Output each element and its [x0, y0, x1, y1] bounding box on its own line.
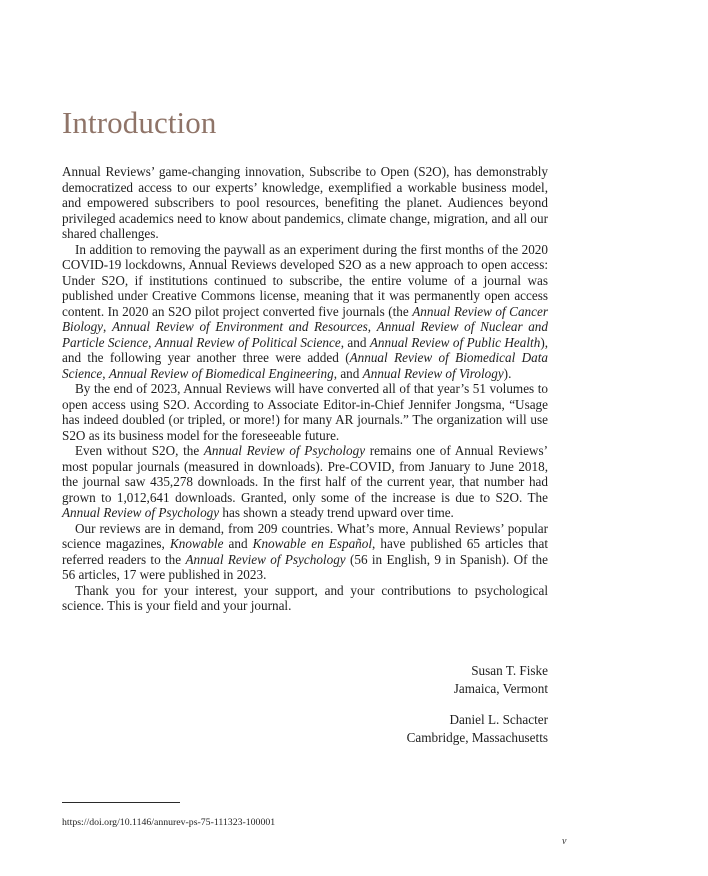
- text-run: Thank you for your interest, your support, and your contributions to psychological science. This is your field and your journal.: [62, 582, 548, 613]
- text-run: In addition to removing the paywall as an experiment during the first months of the 2020 COVID-19 lockdowns, Annual Reviews developed S2O as a new approach to open access: Under S2O, if institutions continued to subscribe, the entire volume of a journal was published under Creative Commons license, meaning that it was permanently open access content. In 2020 an S2O pilot project converted five journals (the: [62, 241, 548, 319]
- paragraph: [62, 521, 548, 583]
- journal-title: Annual Review of Public Health: [369, 334, 541, 350]
- text-run: , and: [333, 365, 363, 381]
- journal-title: Annual Review of Biomedical Engineering: [108, 365, 334, 381]
- footnote-divider: [62, 802, 180, 803]
- body-text: [62, 164, 548, 614]
- paragraph: [62, 583, 548, 614]
- paragraph: [62, 381, 548, 443]
- text-run: Our reviews are in demand, from 209 countries. What’s more, Annual Reviews’ popular science magazines,: [62, 520, 548, 551]
- text-run: Annual Reviews’ game-changing innovation, Subscribe to Open (S2O), has demonstrably democratized access to our experts’ knowledge, exemplified a workable business model, and empowered subscribers to pool resources, benefiting the planet. Audiences beyond privileged academics need to know about pandemics, climate change, migration, and all our shared challenges.: [62, 164, 548, 241]
- signature-block: [300, 711, 548, 747]
- text-run: , have published 65 articles that referred readers to the: [62, 536, 548, 567]
- text-run: ,: [148, 334, 155, 350]
- journal-title: Annual Review of Nuclear and Particle Science: [62, 319, 548, 350]
- text-run: ,: [102, 365, 109, 381]
- journal-title: Annual Review of Political Science: [154, 334, 341, 350]
- text-run: ), and the following year another three were added (: [62, 334, 549, 365]
- journal-title: Knowable: [169, 536, 224, 551]
- text-run: and: [223, 536, 253, 551]
- text-run: has shown a steady trend upward over time.: [219, 505, 454, 520]
- journal-title: Annual Review of Psychology: [203, 443, 366, 458]
- text-run: ).: [503, 365, 512, 381]
- text-run: By the end of 2023, Annual Reviews will have converted all of that year’s 51 volumes to open access using S2O. According to Associate Editor-in-Chief Jennifer Jongsma, “Usage has indeed doubled (or tripled, or more!) for many AR journals.” The organization will use S2O as its business model for the foreseeable future.: [62, 381, 548, 443]
- signature-block: [300, 662, 548, 698]
- page-number: v: [562, 836, 567, 847]
- author-location: Cambridge, Massachusetts: [406, 730, 548, 745]
- paragraph: [62, 242, 548, 382]
- text-run: (56 in English, 9 in Spanish). Of the 56 articles, 17 were published in 2023.: [62, 551, 548, 582]
- text-run: , and: [340, 334, 370, 350]
- author-name: Susan T. Fiske: [471, 663, 548, 678]
- text-run: remains one of Annual Reviews’ most popular journals (measured in downloads). Pre-COVID, from January to June 2018, the journal saw 435,278 downloads. In the first half of the current year, that number had grown to 1,012,641 downloads. Granted, only some of the increase is due to S2O. The: [62, 443, 548, 505]
- journal-title: Annual Review of Virology: [362, 365, 504, 381]
- text-run: Even without S2O, the: [75, 443, 204, 458]
- journal-title: Knowable en Español: [252, 536, 373, 551]
- page-title: Introduction: [62, 105, 217, 140]
- author-location: Jamaica, Vermont: [453, 681, 548, 696]
- author-name: Daniel L. Schacter: [449, 712, 548, 727]
- journal-title: Annual Review of Environment and Resources: [111, 319, 368, 334]
- paragraph: [62, 443, 548, 521]
- journal-title: Annual Review of Psychology: [185, 551, 346, 567]
- text-run: ,: [103, 319, 112, 334]
- journal-title: Annual Review of Biomedical Data Science: [62, 350, 548, 381]
- journal-title: Annual Review of Cancer Biology: [62, 303, 548, 334]
- paragraph: [62, 164, 548, 242]
- doi-link[interactable]: https://doi.org/10.1146/annurev-ps-75-111323-100001: [62, 817, 276, 828]
- journal-title: Annual Review of Psychology: [62, 505, 220, 520]
- text-run: ,: [367, 319, 377, 334]
